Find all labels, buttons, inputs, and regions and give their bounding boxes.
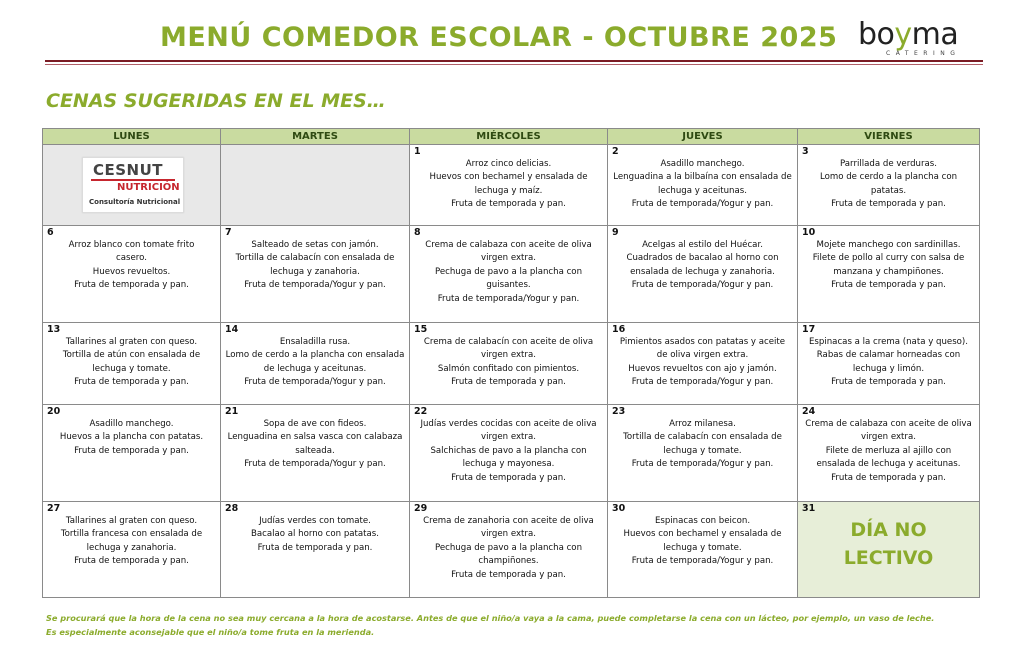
menu-line: Arroz blanco con tomate frito <box>68 240 195 250</box>
menu-line: lechuga y tomate. <box>92 363 171 374</box>
menu-line: Crema de zanahoria con aceite de oliva <box>423 516 594 526</box>
menu-line: Crema de calabacín con aceite de oliva <box>423 337 594 347</box>
menu-line: casero. <box>116 253 147 264</box>
dinner-menu <box>43 417 220 458</box>
day-cell <box>43 502 221 598</box>
day-cell <box>221 502 410 598</box>
menu-line: virgen extra. <box>481 432 536 443</box>
weekday-header: LUNES <box>43 129 221 145</box>
menu-calendar <box>42 128 980 598</box>
menu-line: manzana y champiñones. <box>833 266 944 277</box>
day-cell <box>43 226 221 323</box>
menu-line: Sopa de ave con fideos. <box>263 419 367 429</box>
menu-line: Tortilla francesa con ensalada de <box>60 529 203 540</box>
dinner-menu <box>221 335 409 390</box>
menu-line: Tallarines al graten con queso. <box>65 337 198 347</box>
day-number: 9 <box>612 227 619 238</box>
menu-line: Huevos revueltos con ajo y jamón. <box>628 363 777 374</box>
menu-line: Fruta de temporada y pan. <box>451 377 566 388</box>
no-school-day-cell <box>798 502 980 598</box>
day-number: 27 <box>47 503 61 514</box>
menu-line: Espinacas a la crema (nata y queso). <box>808 337 969 347</box>
menu-line: de oliva virgen extra. <box>656 350 749 361</box>
cesnut-logo-bar <box>91 179 175 181</box>
menu-line: ensalada de lechuga y aceitunas. <box>816 459 961 470</box>
menu-line: Salteado de setas con jamón. <box>251 240 379 250</box>
menu-line: lechuga y mayonesa. <box>462 459 555 470</box>
dinner-menu <box>43 335 220 390</box>
menu-line: Espinacas con beicon. <box>654 516 751 526</box>
day-cell <box>221 405 410 502</box>
page-title: MENÚ COMEDOR ESCOLAR - OCTUBRE 2025 <box>160 22 838 53</box>
empty-day-cell <box>221 145 410 226</box>
day-cell <box>798 145 980 226</box>
menu-line: Fruta de temporada/Yogur y pan. <box>631 280 774 291</box>
menu-line: virgen extra. <box>861 432 916 443</box>
menu-line: patatas. <box>870 185 907 196</box>
dinner-menu <box>608 238 797 293</box>
day-number: 22 <box>414 406 428 417</box>
dinner-menu <box>43 514 220 569</box>
day-number: 7 <box>225 227 232 238</box>
day-number: 24 <box>802 406 816 417</box>
menu-line: Fruta de temporada y pan. <box>74 377 189 388</box>
menu-line: Filete de pollo al curry con salsa de <box>812 253 965 264</box>
day-cell <box>410 502 608 598</box>
menu-line: Fruta de temporada/Yogur y pan. <box>631 556 774 567</box>
menu-line: Judías verdes con tomate. <box>259 516 371 526</box>
footer-line: Es especialmente aconsejable que el niño/a tome fruta en la merienda. <box>46 627 375 637</box>
cesnut-logo-name: CESNUT <box>93 161 164 179</box>
menu-line: Fruta de temporada/Yogur y pan. <box>437 293 580 304</box>
menu-line: Lenguadina a la bilbaína con ensalada de <box>613 172 792 183</box>
menu-line: Fruta de temporada/Yogur y pan. <box>244 280 386 291</box>
menu-line: ensalada de lechuga y zanahoria. <box>630 266 775 277</box>
dinner-menu <box>798 335 979 390</box>
cesnut-logo-tag: Consultoría Nutricional <box>89 198 181 206</box>
day-cell <box>608 226 798 323</box>
menu-line: Pimientos asados con patatas y aceite <box>619 337 786 347</box>
no-school-line: DÍA NO <box>850 519 927 541</box>
logo-word-part: bo <box>858 17 895 52</box>
menu-line: Parrillada de verduras. <box>840 159 937 169</box>
logo-word-accent: y <box>894 17 912 52</box>
menu-line: Fruta de temporada y pan. <box>74 280 189 291</box>
footer-line: Se procurará que la hora de la cena no sea muy cercana a la hora de acostarse. Antes de que el niño/a vaya a la cama, puede completarse la cena con un lácteo, por ejemplo, un vaso de leche. <box>46 613 935 623</box>
menu-line: Pechuga de pavo a la plancha con <box>434 266 583 277</box>
menu-line: Fruta de temporada/Yogur y pan. <box>631 377 774 388</box>
menu-line: Fruta de temporada y pan. <box>831 280 946 291</box>
footer-note <box>46 611 976 639</box>
day-number: 2 <box>612 146 619 157</box>
logo-tagline: CATERING <box>886 50 961 57</box>
day-cell <box>798 405 980 502</box>
menu-line: Lomo de cerdo a la plancha con <box>819 172 958 183</box>
menu-line: Huevos a la plancha con patatas. <box>59 432 204 443</box>
weekday-header-row <box>43 129 980 145</box>
menu-line: Fruta de temporada/Yogur y pan. <box>244 377 386 388</box>
menu-line: Fruta de temporada y pan. <box>831 199 946 210</box>
header-rule-thin <box>45 64 983 65</box>
day-number: 1 <box>414 146 421 157</box>
day-cell <box>43 323 221 405</box>
dinner-menu <box>608 157 797 212</box>
week-row <box>43 145 980 226</box>
menu-line: champiñones. <box>478 556 539 567</box>
menu-line: Arroz cinco delicias. <box>465 159 552 169</box>
dinner-menu <box>410 335 607 390</box>
section-subtitle: CENAS SUGERIDAS EN EL MES… <box>46 90 386 112</box>
menu-line: Fruta de temporada y pan. <box>831 377 946 388</box>
day-cell <box>608 145 798 226</box>
no-school-line: LECTIVO <box>843 547 934 569</box>
menu-line: Salchichas de pavo a la plancha con <box>430 445 587 456</box>
cesnut-logo <box>82 157 184 213</box>
menu-line: Asadillo manchego. <box>660 159 745 169</box>
header-rule <box>45 60 983 62</box>
weekday-header: VIERNES <box>798 129 980 145</box>
dinner-menu <box>798 417 979 485</box>
dinner-menu <box>43 238 220 293</box>
cesnut-logo-cell <box>43 145 221 226</box>
week-row <box>43 502 980 598</box>
weekday-header: JUEVES <box>608 129 798 145</box>
menu-line: guisantes. <box>486 280 531 291</box>
day-number: 3 <box>802 146 809 157</box>
day-number: 23 <box>612 406 626 417</box>
day-number: 8 <box>414 227 421 238</box>
menu-line: Fruta de temporada/Yogur y pan. <box>631 459 774 470</box>
day-cell <box>43 405 221 502</box>
weekday-header: MARTES <box>221 129 410 145</box>
menu-line: Tallarines al graten con queso. <box>65 516 198 526</box>
menu-line: Crema de calabaza con aceite de oliva <box>805 419 972 429</box>
day-number: 16 <box>612 324 626 335</box>
menu-line: Fruta de temporada y pan. <box>451 472 566 483</box>
dinner-menu <box>798 238 979 293</box>
day-cell <box>608 405 798 502</box>
day-cell <box>221 323 410 405</box>
day-number: 31 <box>802 503 816 514</box>
day-number: 29 <box>414 503 428 514</box>
dinner-menu <box>410 514 607 582</box>
menu-line: Salmón confitado con pimientos. <box>437 363 580 374</box>
day-cell <box>410 405 608 502</box>
menu-line: Tortilla de calabacín con ensalada de <box>623 432 782 443</box>
menu-line: virgen extra. <box>481 529 536 540</box>
dinner-menu <box>608 417 797 472</box>
week-row <box>43 226 980 323</box>
menu-line: Asadillo manchego. <box>89 419 174 429</box>
menu-line: virgen extra. <box>481 253 536 264</box>
cesnut-logo-sub: NUTRICIÓN <box>117 182 180 193</box>
menu-line: Huevos revueltos. <box>92 266 171 277</box>
menu-line: lechuga y zanahoria. <box>270 266 360 277</box>
menu-line: Lomo de cerdo a la plancha con ensalada <box>225 350 405 361</box>
menu-line: Bacalao al horno con patatas. <box>250 529 380 540</box>
menu-line: lechuga y zanahoria. <box>86 542 177 553</box>
day-cell <box>410 323 608 405</box>
menu-line: Fruta de temporada y pan. <box>74 445 189 456</box>
menu-line: Fruta de temporada y pan. <box>451 199 566 210</box>
menu-line: salteada. <box>295 445 335 456</box>
day-cell <box>798 226 980 323</box>
day-cell <box>608 502 798 598</box>
day-cell <box>410 226 608 323</box>
menu-line: lechuga y maíz. <box>474 185 543 196</box>
day-number: 6 <box>47 227 54 238</box>
menu-line: Tortilla de atún con ensalada de <box>62 350 201 361</box>
menu-line: Fruta de temporada/Yogur y pan. <box>244 459 386 470</box>
day-number: 30 <box>612 503 626 514</box>
menu-line: Tortilla de calabacín con ensalada de <box>235 253 395 264</box>
day-number: 21 <box>225 406 239 417</box>
week-row <box>43 405 980 502</box>
menu-line: Huevos con bechamel y ensalada de <box>623 529 782 540</box>
menu-line: Fruta de temporada/Yogur y pan. <box>631 199 774 210</box>
menu-line: Fruta de temporada y pan. <box>74 556 189 567</box>
menu-line: de lechuga y aceitunas. <box>263 363 367 374</box>
no-school-label <box>798 516 979 572</box>
day-cell <box>608 323 798 405</box>
logo-wordmark <box>858 18 958 52</box>
day-number: 13 <box>47 324 61 335</box>
menu-line: Filete de merluza al ajillo con <box>825 445 952 456</box>
menu-line: Fruta de temporada y pan. <box>451 569 566 580</box>
menu-line: Crema de calabaza con aceite de oliva <box>425 240 592 250</box>
dinner-menu <box>608 514 797 569</box>
weekday-header: MIÉRCOLES <box>410 129 608 145</box>
menu-line: lechuga y aceitunas. <box>658 185 747 196</box>
day-number: 17 <box>802 324 816 335</box>
menu-line: Ensaladilla rusa. <box>279 337 351 347</box>
day-cell <box>410 145 608 226</box>
menu-line: Cuadrados de bacalao al horno con <box>626 253 779 264</box>
menu-line: virgen extra. <box>481 350 536 361</box>
dinner-menu <box>410 157 607 212</box>
menu-line: Huevos con bechamel y ensalada de <box>429 172 588 183</box>
day-cell <box>221 226 410 323</box>
day-number: 15 <box>414 324 428 335</box>
menu-line: lechuga y tomate. <box>663 542 742 553</box>
dinner-menu <box>798 157 979 212</box>
dinner-menu <box>410 238 607 306</box>
menu-line: lechuga y limón. <box>852 363 925 374</box>
menu-line: Fruta de temporada y pan. <box>257 542 373 553</box>
menu-line: Pechuga de pavo a la plancha con <box>434 542 583 553</box>
day-number: 28 <box>225 503 239 514</box>
logo-word-part: ma <box>911 17 959 52</box>
menu-line: Acelgas al estilo del Huécar. <box>642 240 763 250</box>
menu-line: Lenguadina en salsa vasca con calabaza <box>227 432 403 443</box>
menu-line: Judías verdes cocidas con aceite de oliva <box>420 419 597 429</box>
week-row <box>43 323 980 405</box>
dinner-menu <box>221 417 409 472</box>
dinner-menu <box>221 514 409 555</box>
day-number: 10 <box>802 227 816 238</box>
day-cell <box>798 323 980 405</box>
day-number: 14 <box>225 324 239 335</box>
dinner-menu <box>608 335 797 390</box>
dinner-menu <box>410 417 607 485</box>
menu-line: Arroz milanesa. <box>669 419 736 429</box>
menu-line: Rabas de calamar horneadas con <box>816 350 961 361</box>
menu-line: Mojete manchego con sardinillas. <box>816 240 961 250</box>
menu-line: Fruta de temporada y pan. <box>831 472 946 483</box>
dinner-menu <box>221 238 409 293</box>
boyma-logo <box>858 18 978 60</box>
day-number: 20 <box>47 406 61 417</box>
menu-line: lechuga y tomate. <box>663 445 742 456</box>
